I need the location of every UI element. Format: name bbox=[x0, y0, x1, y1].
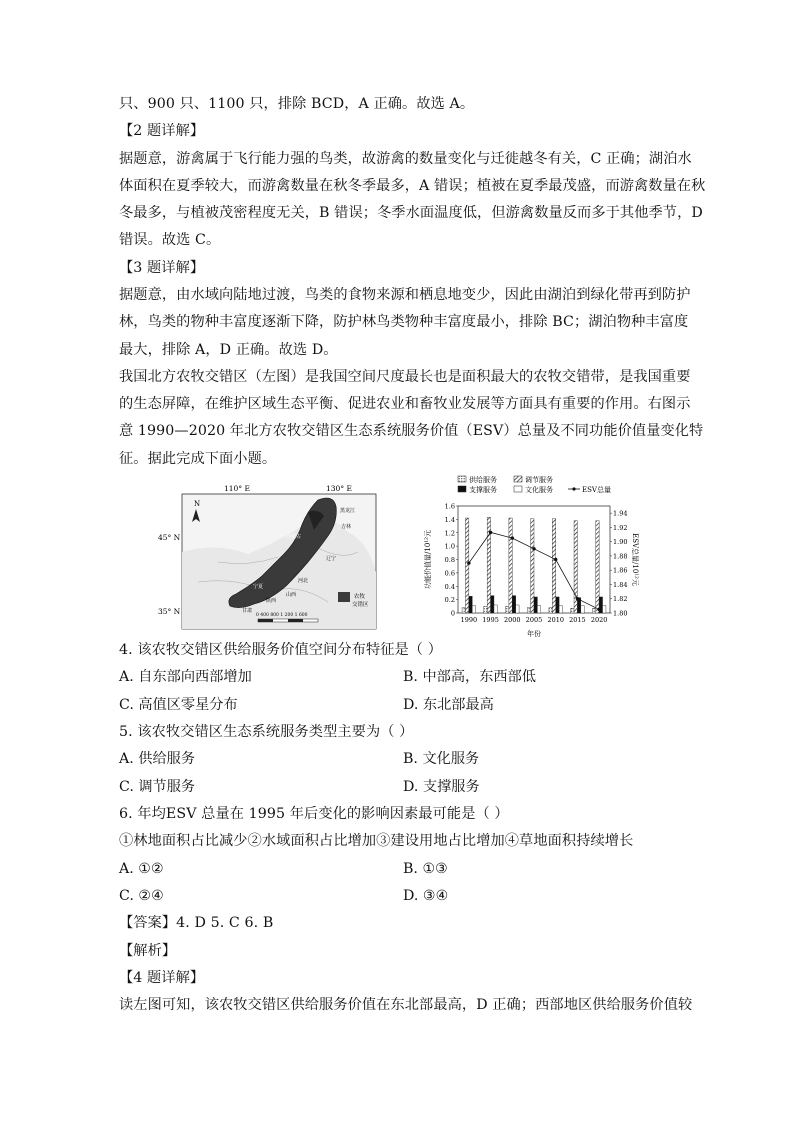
bar-cultural bbox=[537, 606, 540, 613]
legend-label: 支撑服务 bbox=[469, 486, 497, 494]
esv-point bbox=[489, 531, 492, 534]
x-tick-label: 2000 bbox=[504, 616, 521, 624]
esv-point bbox=[467, 561, 470, 564]
bar-cultural bbox=[516, 605, 519, 613]
bar-supply bbox=[505, 606, 508, 613]
bar-supply bbox=[484, 606, 487, 613]
y-tick-label: 0.4 bbox=[444, 582, 455, 591]
bar-supply bbox=[549, 608, 552, 613]
province-label: 吉林 bbox=[341, 524, 352, 530]
q4-option-d[interactable]: D. 东北部最高 bbox=[403, 697, 494, 713]
esv-point bbox=[511, 536, 514, 539]
legend-swatch bbox=[514, 476, 522, 482]
bar-cultural bbox=[559, 606, 562, 613]
esv-point bbox=[554, 558, 557, 561]
y-tick-label: 1.0 bbox=[444, 542, 455, 551]
scale-bar-segment bbox=[288, 619, 303, 622]
y-right-tick-label: 1.94 bbox=[613, 509, 628, 518]
bar-cultural bbox=[472, 606, 475, 613]
text-line: 错误。故选 C。 bbox=[119, 232, 221, 248]
legend-swatch bbox=[514, 486, 522, 492]
bar-cultural bbox=[581, 606, 584, 613]
map-lon-label: 130° E bbox=[326, 484, 352, 493]
text-line: 意 1990—2020 年北方农牧交错区生态系统服务价值（ESV）总量及不同功能价值量变化特 bbox=[119, 423, 704, 439]
esv-point bbox=[576, 597, 579, 600]
scale-bar-segment bbox=[258, 619, 273, 622]
bar-supply bbox=[592, 608, 595, 613]
legend-swatch bbox=[338, 592, 350, 602]
legend-label: 农牧 bbox=[354, 594, 366, 600]
bar-supply bbox=[462, 608, 465, 613]
province-label: 山西 bbox=[286, 592, 297, 598]
bar-regulating bbox=[465, 518, 468, 613]
chart-svg bbox=[418, 470, 640, 640]
y-right-tick-label: 1.90 bbox=[613, 538, 628, 547]
bar-cultural bbox=[603, 606, 606, 613]
y-tick-label: 1.4 bbox=[444, 515, 455, 524]
y-right-tick-label: 1.80 bbox=[613, 609, 628, 618]
x-tick-label: 2010 bbox=[547, 616, 564, 624]
y-right-tick-label: 1.84 bbox=[613, 580, 628, 589]
text-line: 的生态屏障，在维护区域生态平衡、促进农业和畜牧业发展等方面具有重要的作用。右图示 bbox=[119, 396, 691, 412]
x-tick-label: 2015 bbox=[569, 616, 586, 624]
bar-supporting bbox=[491, 596, 494, 613]
y-right-axis-label: ESV总量/10¹²元 bbox=[631, 533, 639, 586]
y-right-tick-label: 1.86 bbox=[613, 566, 628, 575]
bar-supporting bbox=[512, 596, 515, 613]
bar-supply bbox=[527, 608, 530, 613]
esv-point bbox=[532, 547, 535, 550]
bar-regulating bbox=[509, 518, 512, 613]
legend-label: 交错区 bbox=[352, 602, 369, 608]
text-line: 据题意，由水域向陆地过渡，鸟类的食物来源和栖息地变少，因此由湖泊到绿化带再到防护 bbox=[119, 287, 691, 303]
answer-line: 【答案】4. D 5. C 6. B bbox=[119, 915, 274, 931]
province-label: 河北 bbox=[298, 578, 309, 584]
y-right-tick-label: 1.88 bbox=[613, 552, 628, 561]
esv-point bbox=[597, 608, 600, 611]
text-line: 征。据此完成下面小题。 bbox=[119, 451, 277, 467]
bar-supporting bbox=[469, 596, 472, 613]
q5-option-d[interactable]: D. 支撑服务 bbox=[403, 779, 480, 795]
q4-option-c[interactable]: C. 高值区零星分布 bbox=[119, 697, 238, 713]
map-figure bbox=[158, 482, 378, 632]
province-label: 陕西 bbox=[266, 598, 277, 604]
legend-label: 文化服务 bbox=[525, 486, 553, 494]
q5-option-b[interactable]: B. 文化服务 bbox=[403, 751, 480, 767]
bar-supply bbox=[571, 608, 574, 613]
legend-swatch bbox=[458, 476, 466, 482]
analysis-heading: 【解析】 bbox=[119, 943, 177, 959]
text-line: 读左图可知，该农牧交错区供给服务价值在东北部最高，D 正确；西部地区供给服务价值较 bbox=[119, 997, 693, 1013]
text-line: 只、900 只、1100 只，排除 BCD，A 正确。故选 A。 bbox=[119, 96, 475, 112]
legend-swatch bbox=[458, 486, 466, 492]
y-tick-label: 0 bbox=[450, 609, 455, 618]
x-tick-label: 1995 bbox=[482, 616, 499, 624]
esv-chart bbox=[418, 470, 640, 640]
q5-option-c[interactable]: C. 调节服务 bbox=[119, 779, 196, 795]
y-tick-label: 0.8 bbox=[444, 556, 455, 564]
y-tick-label: 0.2 bbox=[444, 596, 455, 605]
bar-regulating bbox=[552, 519, 555, 613]
text-line: 冬最多，与植被茂密程度无关，B 错误；冬季水面温度低，但游禽数量反而多于其他季节，D bbox=[119, 205, 703, 221]
province-label: 宁夏 bbox=[253, 584, 264, 590]
section-heading: 【3 题详解】 bbox=[119, 260, 205, 276]
x-tick-label: 2005 bbox=[525, 616, 543, 624]
province-label: 甘肃 bbox=[242, 608, 253, 614]
bar-regulating bbox=[531, 519, 534, 613]
bar-supporting bbox=[534, 597, 537, 613]
x-tick-label: 2020 bbox=[590, 616, 608, 624]
q6-option-d[interactable]: D. ③④ bbox=[403, 888, 449, 904]
q4-option-a[interactable]: A. 自东部向西部增加 bbox=[119, 669, 252, 685]
text-line: 最大，排除 A，D 正确。故选 D。 bbox=[119, 342, 338, 358]
y-right-tick-label: 1.92 bbox=[613, 523, 628, 532]
text-line: 体面积在夏季较大，而游禽数量在秋冬季最多，A 错误；植被在夏季最茂盛，而游禽数量在秋 bbox=[119, 178, 706, 194]
text-line: 我国北方农牧交错区（左图）是我国空间尺度最长也是面积最大的农牧交错带，是我国重要 bbox=[119, 369, 691, 385]
bar-supporting bbox=[556, 597, 559, 613]
question-4: 4. 该农牧交错区供给服务价值空间分布特征是（ ） bbox=[119, 642, 442, 658]
y-right-tick-label: 1.82 bbox=[613, 595, 628, 604]
y-tick-label: 1.6 bbox=[444, 502, 455, 511]
y-tick-label: 0.6 bbox=[444, 569, 455, 578]
x-tick-label: 1990 bbox=[460, 616, 478, 624]
question-6: 6. 年均ESV 总量在 1995 年后变化的影响因素最可能是（ ） bbox=[119, 806, 509, 822]
legend-marker bbox=[572, 487, 575, 490]
y-tick-label: 1.2 bbox=[444, 529, 455, 538]
text-line: 据题意，游禽属于飞行能力强的鸟类，故游禽的数量变化与迁徙越冬有关，C 正确；湖泊水 bbox=[119, 151, 692, 167]
question-6-statements: ①林地面积占比减少②水域面积占比增加③建设用地占比增加④草地面积持续增长 bbox=[119, 833, 634, 849]
map-lat-label: 45° N bbox=[158, 533, 181, 542]
section-heading: 【2 题详解】 bbox=[119, 123, 205, 139]
section-heading: 【4 题详解】 bbox=[119, 970, 205, 986]
province-label: 内蒙古 bbox=[286, 534, 302, 540]
q5-option-a[interactable]: A. 供给服务 bbox=[119, 751, 196, 767]
legend-label: 供给服务 bbox=[469, 476, 497, 484]
q6-option-b[interactable]: B. ①③ bbox=[403, 861, 448, 877]
q6-option-c[interactable]: C. ②④ bbox=[119, 888, 164, 904]
legend-label: 调节服务 bbox=[525, 476, 553, 484]
scale-label: 0 400 800 1 200 1 600 bbox=[256, 613, 308, 618]
province-label: 辽宁 bbox=[326, 556, 337, 562]
q4-option-b[interactable]: B. 中部高，东西部低 bbox=[403, 669, 536, 685]
map-lon-label: 110° E bbox=[224, 484, 250, 493]
legend-label: ESV总量 bbox=[582, 486, 611, 494]
question-5: 5. 该农牧交错区生态系统服务类型主要为（ ） bbox=[119, 724, 414, 740]
text-line: 林，鸟类的物种丰富度逐渐下降，防护林鸟类物种丰富度最小，排除 BC；湖泊物种丰富度 bbox=[119, 314, 689, 330]
bar-regulating bbox=[596, 521, 599, 613]
q6-option-a[interactable]: A. ①② bbox=[119, 861, 164, 877]
bar-cultural bbox=[494, 605, 497, 613]
province-label: 黑龙江 bbox=[340, 508, 356, 514]
map-lat-label: 35° N bbox=[158, 607, 181, 616]
y-axis-label: 功能价值量/10¹²元 bbox=[424, 530, 432, 589]
x-axis-label: 年份 bbox=[527, 630, 541, 638]
svg-text:N: N bbox=[194, 500, 201, 508]
